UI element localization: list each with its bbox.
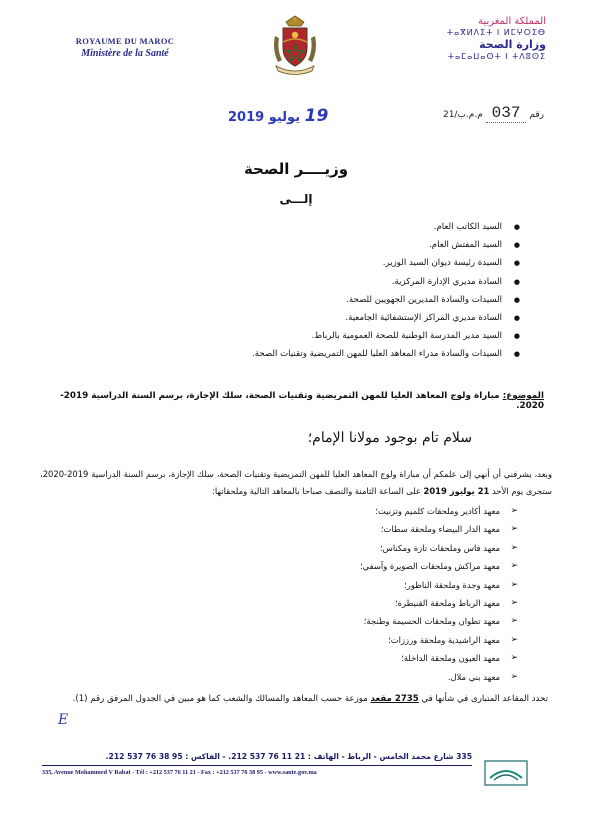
body-paragraph <box>40 466 552 499</box>
subject-text: مباراة ولوج المعاهد العليا للمهن التمريضية وتقنيات الصحة، سلك الإجازة، برسم السنة الدراسية 2019-2020. <box>60 391 544 411</box>
footer-address-ar: 335 شارع محمد الخامس - الرباط - الهاتف : 21 11 76 537 212. - الفاكس : 95 38 76 537 212. <box>105 752 472 761</box>
list-item: ➢ معهد الدار البيضاء وملحقة سطات؛ <box>138 520 518 538</box>
list-item: ● السادة مديري المراكز الإستشفائية الجامعية. <box>100 309 520 327</box>
exam-date: 21 يوليوز 2019 <box>423 485 490 496</box>
list-item: ➢ معهد الراشيدية وملحقة ورززات؛ <box>138 631 518 649</box>
list-item: ● السادة مديري الإدارة المركزية. <box>100 273 520 291</box>
body-text-2: على الساعة الثامنة والنصف صباحا بالمعاهد التالية وملحقاتها: <box>212 485 424 496</box>
body-text-1: وبعد، يشرفني أن أنهي إلى علمكم أن مباراة ولوج المعاهد العليا للمهن التمريضية وتقنيات الصحة، سلك الإجازة، برسم السنة الدراسية 2019-2020، ستجرى يوم الأحد <box>40 469 552 496</box>
date-stamp <box>228 106 328 126</box>
reference-number <box>443 104 544 122</box>
list-item: ● السيد مدير المدرسة الوطنية للصحة العمومية بالرباط. <box>100 327 520 345</box>
list-item: ➢ معهد فاس وملحقات تازة ومكناس؛ <box>138 539 518 557</box>
letterhead-left <box>50 36 200 59</box>
list-item: ➢ معهد تطوان وملحقات الحسيمة وطنجة؛ <box>138 612 518 630</box>
recipient-heading: إلـــى <box>279 192 313 206</box>
closing-paragraph <box>32 694 548 704</box>
reference-prefix: رقم <box>529 110 544 120</box>
stamp-year: 2019 <box>228 110 265 125</box>
handwritten-initial: E <box>58 712 69 728</box>
ministry-fr: Ministère de la Santé <box>81 48 169 59</box>
reference-value: 037 <box>486 104 527 123</box>
list-item: ● السيد الكاتب العام. <box>100 218 520 236</box>
reference-suffix: م.م.ب/21 <box>442 110 483 120</box>
recipient-list <box>100 218 520 364</box>
letterhead-right <box>426 16 546 61</box>
kingdom-tifinagh: ⵜⴰⴳⵍⴷⵉⵜ ⵏ ⵍⵎⵖⵔⵉⴱ <box>446 28 546 37</box>
sender-title: وزيــــر الصحة <box>243 160 349 178</box>
list-item: ➢ معهد الرباط وملحقة القنيطرة؛ <box>138 594 518 612</box>
ministry-tifinagh: ⵜⴰⵎⴰⵡⴰⵙⵜ ⵏ ⵜⴷⵓⵙⵉ <box>447 52 546 61</box>
list-item: ➢ معهد مراكش وملحقات الصويرة وآسفي؛ <box>138 557 518 575</box>
list-item: ➢ معهد أكادير وملحقات كلميم وتزنيت؛ <box>138 502 518 520</box>
ministry-logo-icon <box>484 760 528 786</box>
list-item: ● السيدة رئيسة ديوان السيد الوزير. <box>100 254 520 272</box>
kingdom-ar: المملكة المغربية <box>478 16 546 27</box>
stamp-month: يوليو <box>268 110 301 125</box>
closing-text-2: موزعة حسب المعاهد والمسالك والشعب كما هو مبين في الجدول المرفق رقم (1). <box>72 694 371 704</box>
list-item: ● السيدات والسادة مدراء المعاهد العليا للمهن التمريضية وتقنيات الصحة. <box>100 345 520 363</box>
closing-text-1: تحدد المقاعد المتبارى في شأنها في <box>418 694 548 704</box>
list-item: ➢ معهد وجدة وملحقة الناظور؛ <box>138 576 518 594</box>
subject-line <box>44 391 544 411</box>
list-item: ➢ معهد العيون وملحقة الداخلة؛ <box>138 649 518 667</box>
footer-divider <box>42 765 472 766</box>
stamp-day: 19 <box>304 106 329 126</box>
list-item: ● السيد المفتش العام. <box>100 236 520 254</box>
salutation: سلام تام بوجود مولانا الإمام؛ <box>307 430 472 446</box>
exam-centers-list <box>138 502 518 686</box>
footer-address-fr: 335, Avenue Mohammed V Rabat - Tél : +212 537 76 11 21 - Fax : +212 537 76 38 95 - www.sante.gov.ma <box>42 769 317 776</box>
ministry-ar: وزارة الصحة <box>479 38 546 51</box>
footer <box>42 752 472 776</box>
subject-label: الموضوع: <box>502 391 544 401</box>
list-item: ● السيدات والسادة المديرين الجهويين للصحة. <box>100 291 520 309</box>
list-item: ➢ معهد بني ملال. <box>138 668 518 686</box>
seat-count: 2735 مقعد <box>370 694 419 704</box>
kingdom-fr: ROYAUME DU MAROC <box>75 36 175 46</box>
coat-of-arms-icon <box>266 14 324 78</box>
